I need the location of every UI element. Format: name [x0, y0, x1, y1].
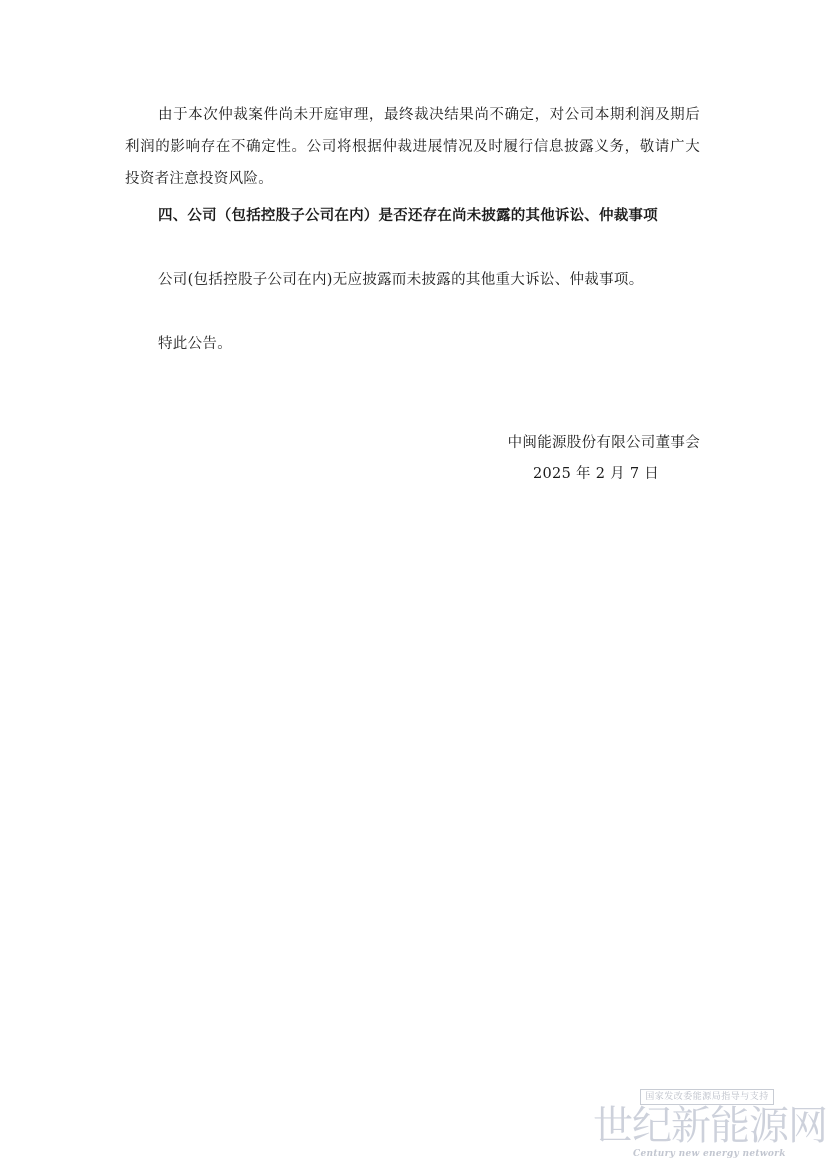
closing-statement: 特此公告。 [158, 336, 232, 352]
watermark-english-name: Century new energy network [633, 1149, 786, 1159]
paragraph-no-undisclosed-litigation: 公司(包括控股子公司在内)无应披露而未披露的其他重大诉讼、仲裁事项。 [158, 272, 644, 288]
section-heading-4: 四、公司（包括控股子公司在内）是否还存在尚未披露的其他诉讼、仲裁事项 [158, 208, 658, 224]
watermark-logo [593, 1085, 827, 1165]
watermark-site-name: 世纪新能源网 [593, 1103, 827, 1149]
watermark-slogan: 国家发改委能源局指导与支持 [640, 1089, 774, 1105]
signer-board: 中闽能源股份有限公司董事会 [507, 435, 700, 451]
announcement-date: 2025 年 2 月 7 日 [533, 466, 660, 482]
paragraph-arbitration-uncertainty: 由于本次仲裁案件尚未开庭审理，最终裁决结果尚不确定，对公司本期利润及期后利润的影响存在不确定性。公司将根据仲裁进展情况及时履行信息披露义务，敬请广大投资者注意投资风险。 [125, 107, 700, 187]
